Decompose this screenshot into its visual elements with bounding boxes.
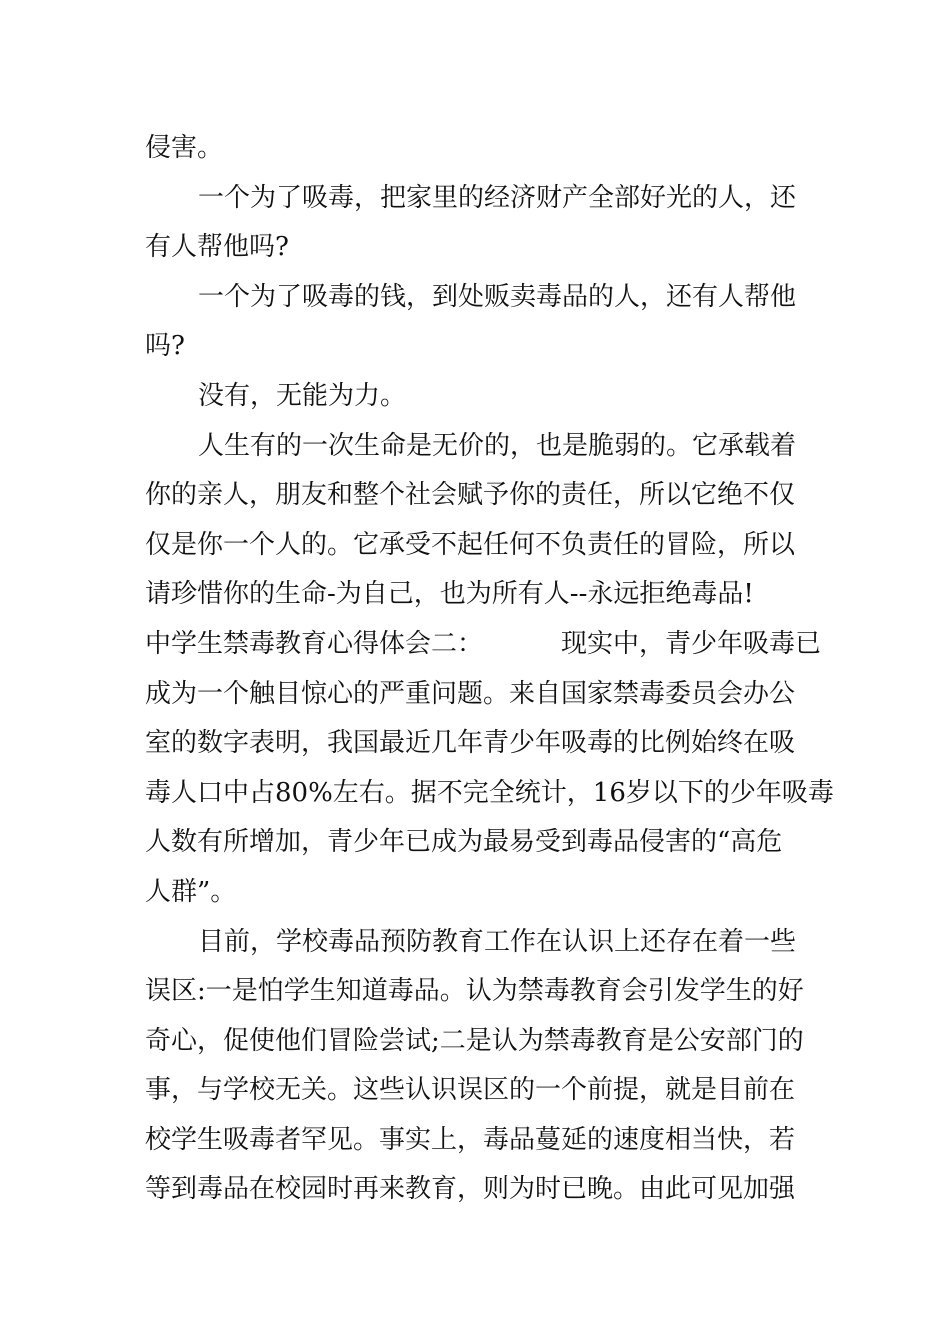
text-line: 仅是你一个人的。它承受不起任何不负责任的冒险，所以 xyxy=(145,529,796,560)
document-page xyxy=(145,124,834,1215)
text-line: 事，与学校无关。这些认识误区的一个前提，就是目前在 xyxy=(145,1075,796,1106)
text-line: 等到毒品在校园时再来教育，则为时已晚。由此可见加强 xyxy=(145,1174,796,1205)
text-line: 室的数字表明，我国最近几年青少年吸毒的比例始终在吸 xyxy=(145,728,796,759)
text-line: 吗? xyxy=(145,331,185,362)
text-line: 成为一个触目惊心的严重问题。来自国家禁毒委员会办公 xyxy=(145,678,796,709)
text-line: 请珍惜你的生命-为自己，也为所有人--永远拒绝毒品! xyxy=(145,579,754,610)
text-line: 误区:一是怕学生知道毒品。认为禁毒教育会引发学生的好 xyxy=(145,976,804,1007)
text-line: 有人帮他吗? xyxy=(145,232,289,263)
section-heading-line xyxy=(145,620,822,670)
section-heading: 中学生禁毒教育心得体会二： xyxy=(145,628,484,659)
text-line: 没有，无能为力。 xyxy=(198,380,407,411)
text-line: 人生有的一次生命是无价的，也是脆弱的。它承载着 xyxy=(198,430,797,461)
section-first-text: 现实中，青少年吸毒已 xyxy=(561,628,822,659)
text-line: 校学生吸毒者罕见。事实上，毒品蔓延的速度相当快，若 xyxy=(145,1124,796,1155)
text-line: 一个为了吸毒的钱，到处贩卖毒品的人，还有人帮他 xyxy=(198,281,797,312)
text-line: 你的亲人，朋友和整个社会赋予你的责任，所以它绝不仅 xyxy=(145,480,796,511)
text-line: 人群”。 xyxy=(145,876,237,907)
text-line: 侵害。 xyxy=(145,133,224,163)
text-line: 目前，学校毒品预防教育工作在认识上还存在着一些 xyxy=(198,926,797,957)
text-line: 毒人口中占80%左右。据不完全统计，16岁以下的少年吸毒 xyxy=(145,777,834,808)
text-line: 人数有所增加，青少年已成为最易受到毒品侵害的“高危 xyxy=(145,827,783,858)
text-line: 一个为了吸毒，把家里的经济财产全部好光的人，还 xyxy=(198,182,797,213)
text-line: 奇心，促使他们冒险尝试;二是认为禁毒教育是公安部门的 xyxy=(145,1025,804,1056)
